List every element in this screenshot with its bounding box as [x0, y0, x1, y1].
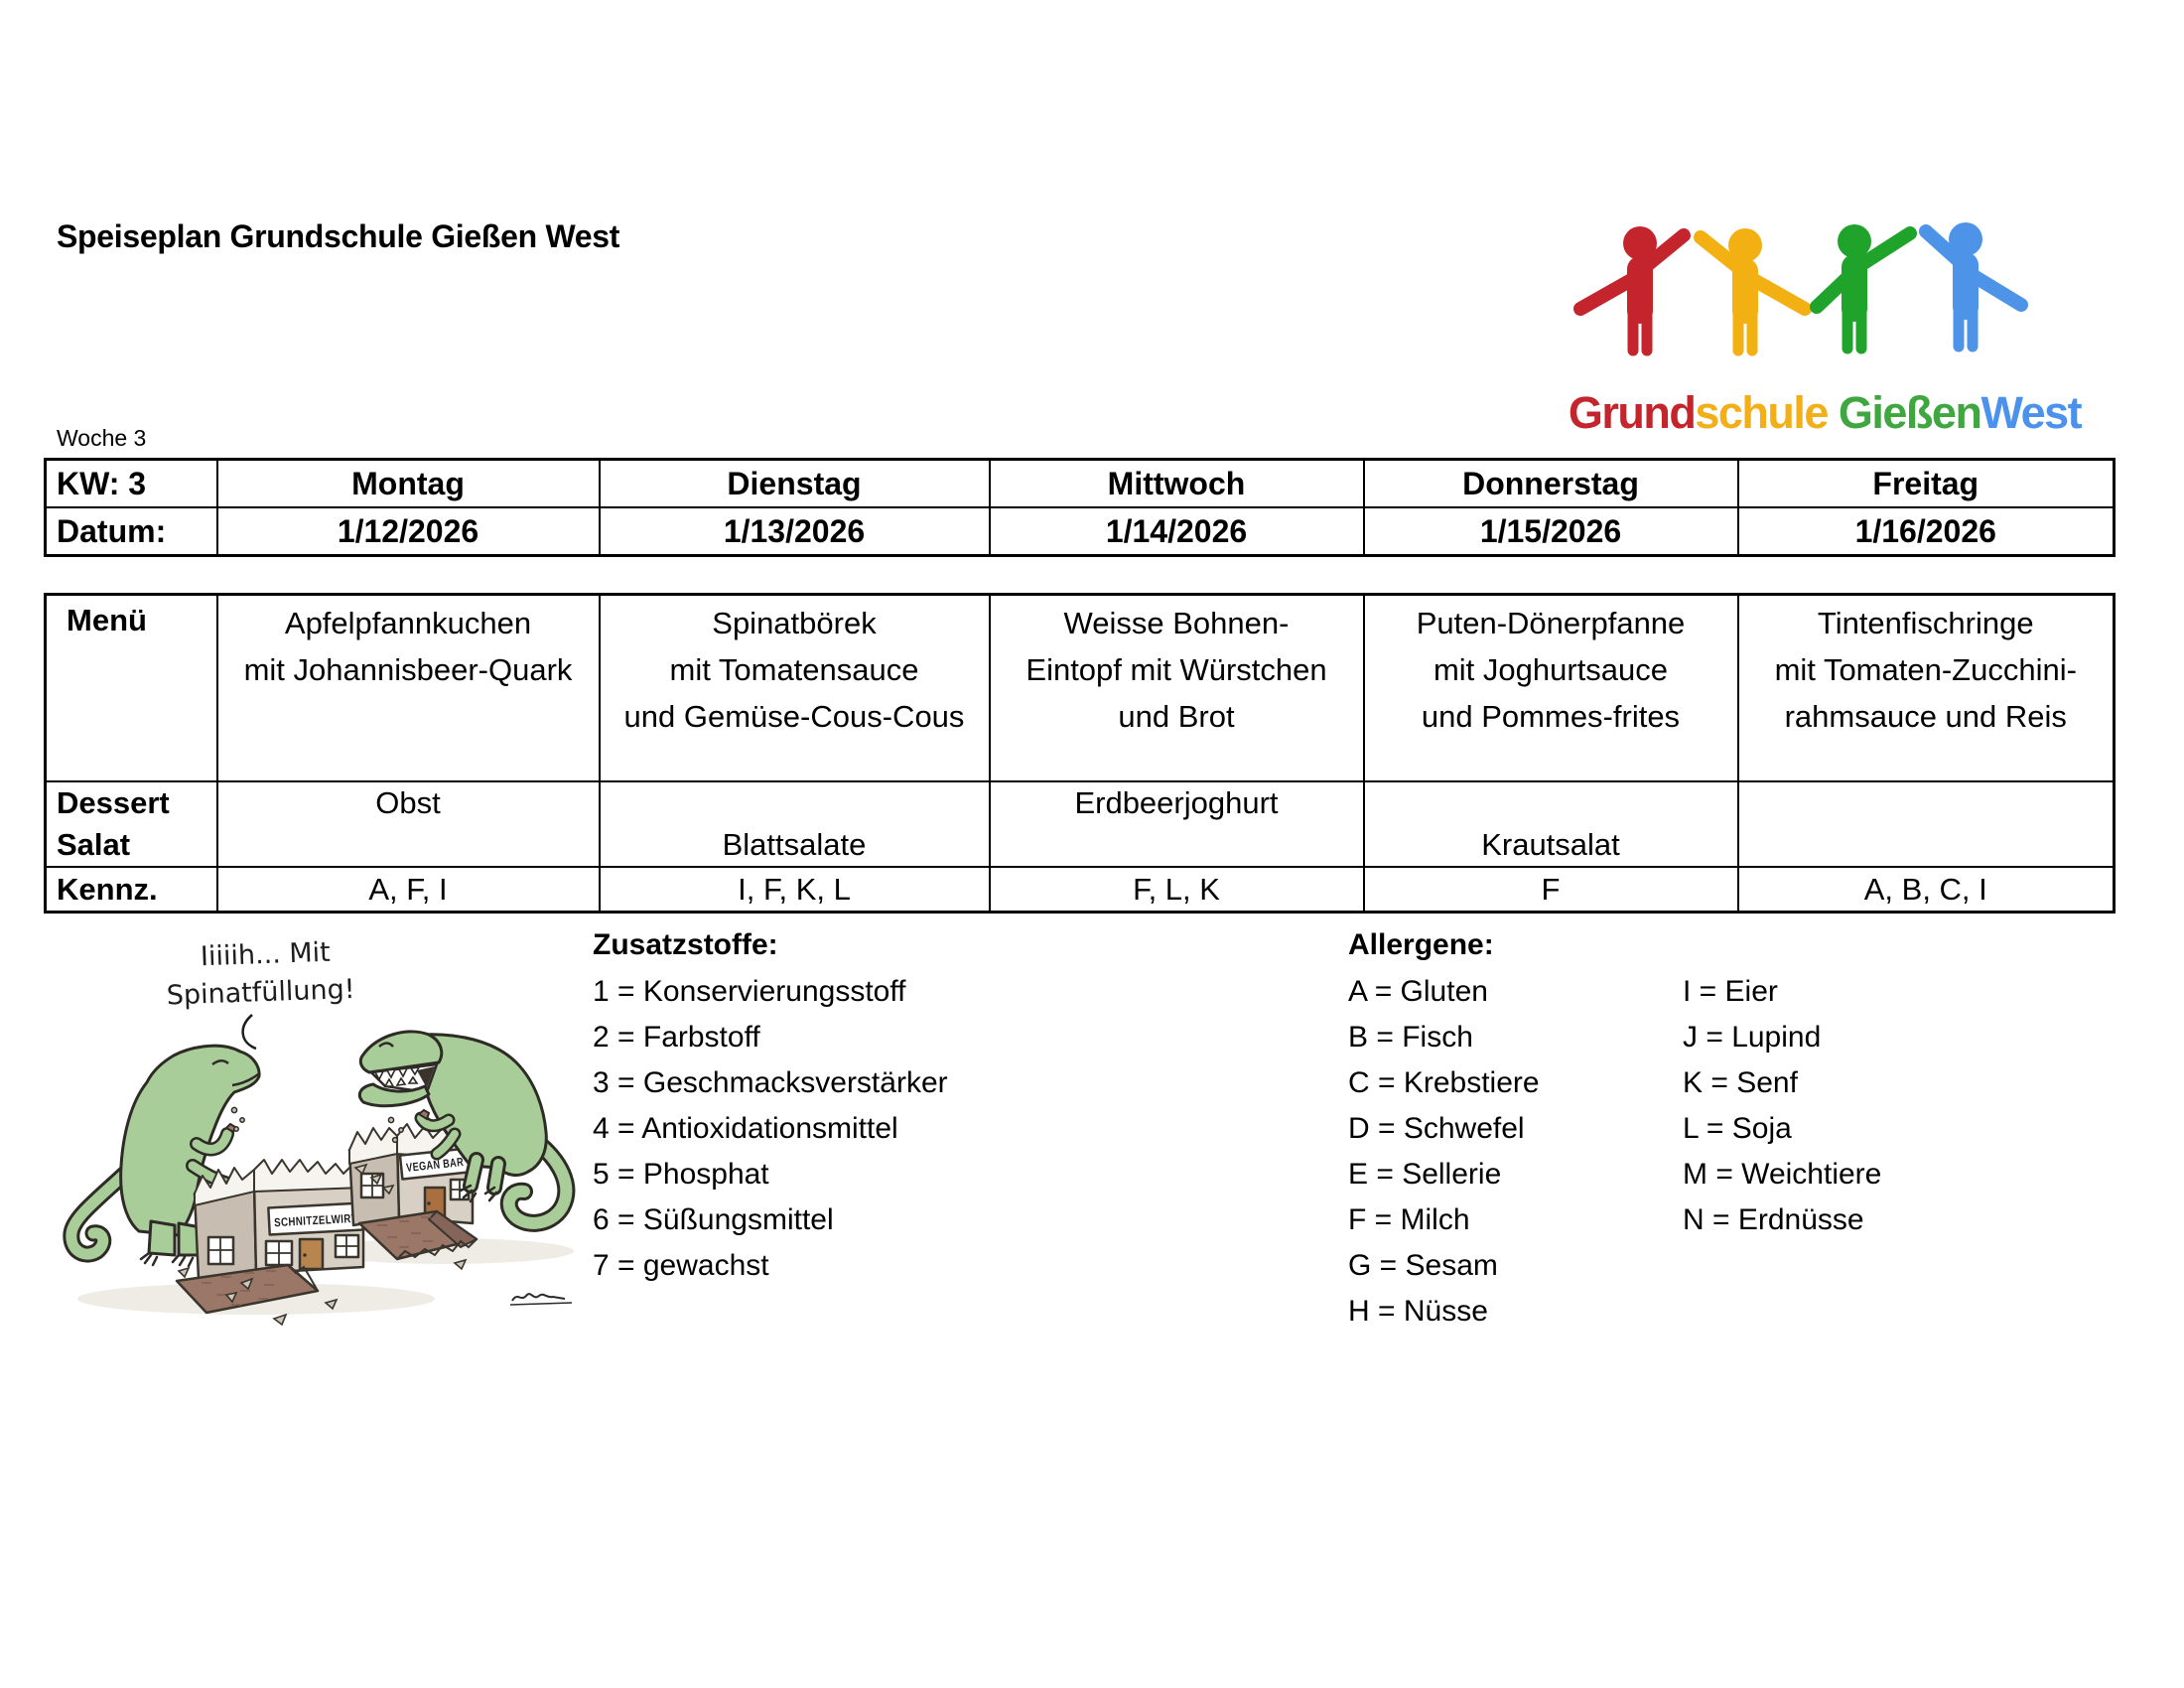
zusatz-item: 6 = Süßungsmittel: [593, 1203, 834, 1236]
allergen-item: H = Nüsse: [1348, 1295, 1488, 1328]
day-cell-dienstag: Dienstag: [600, 460, 990, 508]
allergen-item: A = Gluten: [1348, 975, 1488, 1008]
week-header-row: [46, 460, 2115, 508]
dessert-value: Erdbeerjoghurt: [1074, 785, 1279, 820]
date-row: [46, 507, 2115, 556]
speech-line-1: Iiiiih... Mit: [200, 936, 332, 973]
dessert-salat-cell-freitag: [1738, 781, 2115, 867]
allergene-title: Allergene:: [1348, 928, 1494, 961]
dessert-value: [1739, 782, 2114, 824]
kw-label-cell: KW: 3: [46, 460, 217, 508]
zusatz-item: 4 = Antioxidationsmittel: [593, 1112, 898, 1145]
allergen-column-2: [1683, 969, 1881, 1243]
menu-line: mit Joghurtsauce: [1433, 652, 1669, 687]
kennz-cell-dienstag: I, F, K, L: [600, 867, 990, 913]
allergen-item: E = Sellerie: [1348, 1158, 1502, 1191]
logo-word-schule: schule: [1695, 387, 1828, 438]
zusatzstoffe-legend: [593, 921, 1149, 1289]
menu-cell-freitag: [1738, 595, 2115, 782]
kennz-label-cell: Kennz.: [46, 867, 217, 913]
menu-cell-mittwoch: [990, 595, 1364, 782]
kennzeichnung-row: [46, 867, 2115, 913]
salat-value: Krautsalat: [1481, 827, 1620, 862]
datum-label-cell: Datum:: [46, 507, 217, 556]
menu-line: Eintopf mit Würstchen: [1025, 652, 1327, 687]
menu-line: und Gemüse-Cous-Cous: [623, 699, 965, 734]
logo-figure-green-icon: [1817, 224, 1910, 349]
signature-squiggle: [510, 1294, 572, 1305]
week-label: Woche 3: [57, 425, 147, 451]
date-cell-donnerstag: 1/15/2026: [1364, 507, 1738, 556]
dessert-label: Dessert: [57, 785, 170, 820]
dino-leg: [149, 1221, 175, 1255]
sign-text-right: VEGAN BAR: [405, 1153, 483, 1175]
dessert-salat-row: [46, 781, 2115, 867]
allergen-item: N = Erdnüsse: [1683, 1203, 1864, 1236]
zusatzstoffe-title: Zusatzstoffe:: [593, 928, 778, 961]
salat-value: [991, 824, 1363, 866]
logo-figure-yellow-icon: [1701, 228, 1805, 351]
day-cell-mittwoch: Mittwoch: [990, 460, 1364, 508]
door: [300, 1239, 323, 1269]
day-cell-freitag: Freitag: [1738, 460, 2115, 508]
menu-line: mit Tomatensauce: [669, 652, 919, 687]
speech-bubble: [165, 936, 355, 1012]
salat-value: Blattsalate: [722, 827, 867, 862]
door-knob: [427, 1201, 431, 1205]
logo-figure-blue-icon: [1926, 222, 2021, 347]
logo-figure-red-icon: [1580, 226, 1684, 351]
allergen-item: C = Krebstiere: [1348, 1066, 1540, 1099]
dinosaur-cartoon: [28, 923, 584, 1335]
dino-leg-fill: [494, 1164, 498, 1188]
torn-top-edge: [254, 1160, 363, 1192]
menu-line: Spinatbörek: [712, 606, 877, 640]
salat-value: [218, 824, 599, 866]
zusatz-item: 7 = gewachst: [593, 1249, 769, 1282]
dessert-salat-label-cell: [46, 781, 217, 867]
menu-line: Tintenfischringe: [1817, 606, 2034, 640]
menu-label-cell: [46, 595, 217, 782]
day-cell-donnerstag: Donnerstag: [1364, 460, 1738, 508]
menu-line: mit Tomaten-Zucchini-: [1774, 652, 2077, 687]
menu-line: Puten-Dönerpfanne: [1416, 606, 1686, 640]
logo-word-grund: Grund: [1568, 387, 1696, 438]
menu-line: Apfelpfannkuchen: [284, 606, 532, 640]
dino-leg-fill: [471, 1160, 477, 1186]
allergen-item: I = Eier: [1683, 975, 1778, 1008]
logo-figures-icon: [1557, 211, 2093, 368]
dessert-value: Obst: [375, 785, 441, 820]
allergen-item: D = Schwefel: [1348, 1112, 1525, 1145]
allergen-item: B = Fisch: [1348, 1021, 1473, 1054]
menu-line: und Brot: [1118, 699, 1235, 734]
menu-cell-dienstag: [600, 595, 990, 782]
kennz-cell-montag: A, F, I: [217, 867, 600, 913]
date-cell-dienstag: 1/13/2026: [600, 507, 990, 556]
dino-arm-fill: [421, 1118, 449, 1126]
menu-line: mit Johannisbeer-Quark: [243, 652, 573, 687]
logo-word-west: West: [1980, 387, 2082, 438]
date-cell-freitag: 1/16/2026: [1738, 507, 2115, 556]
zusatz-item: 3 = Geschmacksverstärker: [593, 1066, 948, 1099]
menu-line: und Pommes-frites: [1421, 699, 1681, 734]
dessert-salat-cell-montag: [217, 781, 600, 867]
allergen-item: L = Soja: [1683, 1112, 1792, 1145]
kennz-cell-mittwoch: F, L, K: [990, 867, 1364, 913]
allergen-item: F = Milch: [1348, 1203, 1470, 1236]
menu-cell-montag: [217, 595, 600, 782]
menu-label: Menü: [67, 603, 147, 637]
dessert-value: [1365, 782, 1737, 824]
salat-value: [1739, 824, 2114, 866]
logo-word-giessen: Gießen: [1827, 387, 1981, 438]
dessert-salat-cell-mittwoch: [990, 781, 1364, 867]
dessert-salat-cell-donnerstag: [1364, 781, 1738, 867]
school-logo: [1557, 211, 2093, 439]
zusatz-item: 1 = Konservierungsstoff: [593, 975, 906, 1008]
menu-line: rahmsauce und Reis: [1784, 699, 2067, 734]
dessert-salat-cell-dienstag: [600, 781, 990, 867]
kennz-cell-freitag: A, B, C, I: [1738, 867, 2115, 913]
allergen-item: J = Lupind: [1683, 1021, 1822, 1054]
menu-table: [44, 593, 2116, 914]
menu-row: [46, 595, 2115, 782]
menu-cell-donnerstag: [1364, 595, 1738, 782]
zusatz-item: 2 = Farbstoff: [593, 1021, 760, 1054]
zusatz-item: 5 = Phosphat: [593, 1158, 769, 1191]
sign-text-left: SCHNITZELWIRT: [273, 1209, 378, 1230]
logo-wordmark: [1557, 387, 2093, 439]
menu-line: Weisse Bohnen-: [1063, 606, 1290, 640]
door-knob: [303, 1253, 307, 1257]
kennz-cell-donnerstag: F: [1364, 867, 1738, 913]
day-cell-montag: Montag: [217, 460, 600, 508]
speech-line-2: Spinatfüllung!: [166, 973, 356, 1012]
salat-label: Salat: [57, 827, 131, 862]
date-cell-montag: 1/12/2026: [217, 507, 600, 556]
dino-claws: [173, 1255, 193, 1266]
page-title: Speiseplan Grundschule Gießen West: [57, 218, 620, 254]
cartoon-sign-schnitzelwirt: [268, 1203, 378, 1235]
date-cell-mittwoch: 1/14/2026: [990, 507, 1364, 556]
speech-tail: [243, 1015, 256, 1049]
cartoon-building-schnitzelwirt: [195, 1160, 378, 1279]
allergen-item: M = Weichtiere: [1683, 1158, 1882, 1191]
allergen-item: K = Senf: [1683, 1066, 1798, 1099]
week-table: [44, 458, 2116, 557]
allergen-item: G = Sesam: [1348, 1249, 1498, 1282]
dessert-value: [601, 782, 989, 824]
allergene-legend: [1348, 921, 2103, 1335]
